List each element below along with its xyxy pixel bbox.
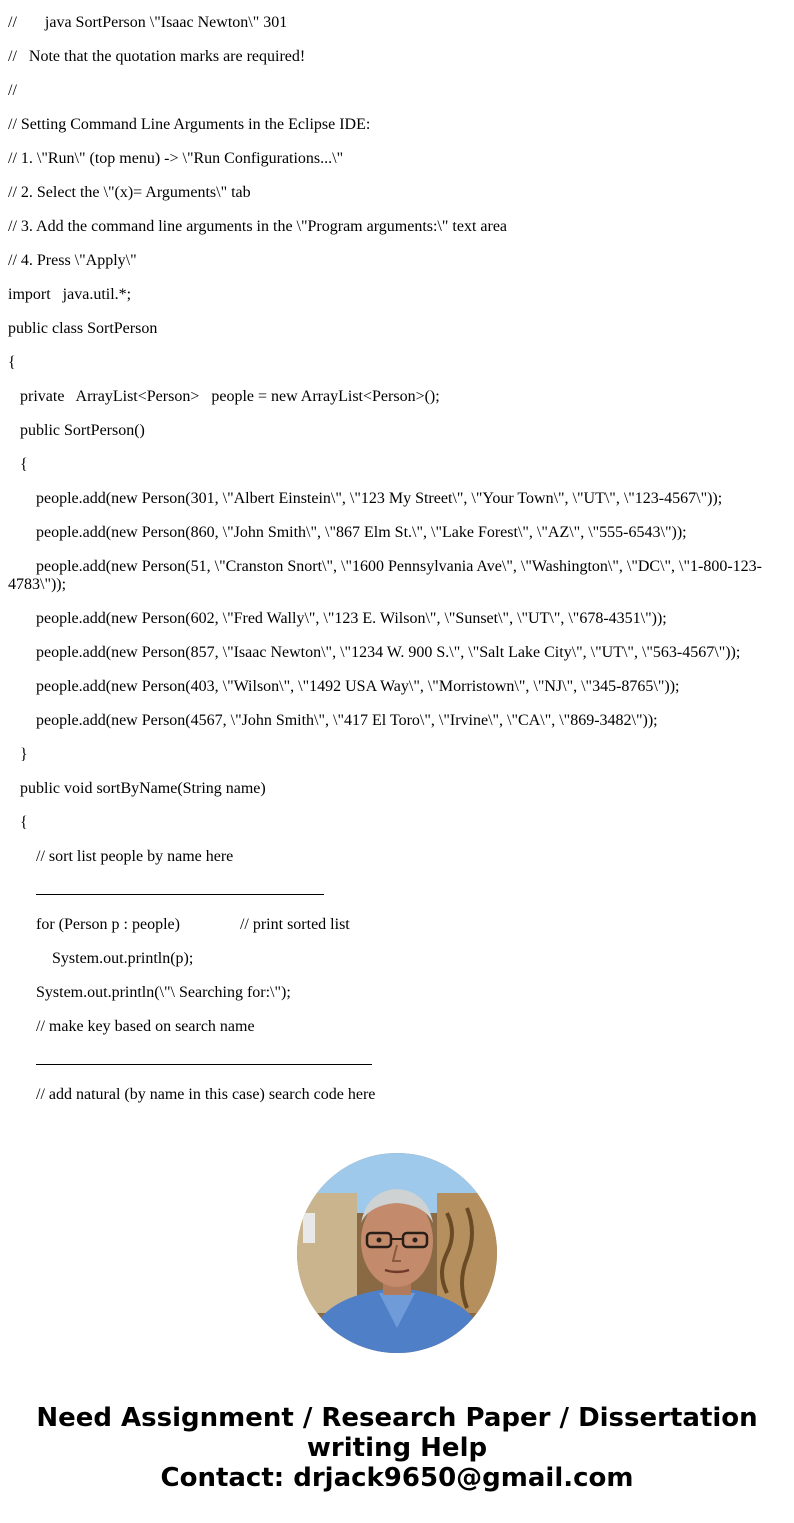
- code-line: // 2. Select the \"(x)= Arguments\" tab: [8, 184, 251, 201]
- code-line: {: [8, 354, 16, 371]
- person-portrait-icon: [297, 1153, 497, 1353]
- code-line: {: [8, 456, 28, 473]
- code-line: people.add(new Person(4567, \"John Smith\", \"417 El Toro\", \"Irvine\", \"CA\", \"869-3482\"));: [8, 712, 658, 729]
- tutor-avatar: [297, 1153, 497, 1353]
- code-block-search: [8, 1086, 786, 1104]
- code-line: people.add(new Person(857, \"Isaac Newton\", \"1234 W. 900 S.\", \"Salt Lake City\", \"UT\", \"563-4567\"));: [8, 644, 741, 661]
- banner-contact-email[interactable]: Contact: drjack9650@gmail.com: [160, 1463, 634, 1493]
- code-line: }: [8, 746, 28, 763]
- code-line: people.add(new Person(403, \"Wilson\", \"1492 USA Way\", \"Morristown\", \"NJ\", \"345-8765\"));: [8, 678, 680, 695]
- code-line: people.add(new Person(301, \"Albert Einstein\", \"123 My Street\", \"Your Town\", \"UT\", \"123-4567\"));: [8, 490, 723, 507]
- code-line: // java SortPerson \"Isaac Newton\" 301: [8, 14, 288, 31]
- code-line: System.out.println(\"\ Searching for:\");: [8, 984, 291, 1001]
- code-line: import java.util.*;: [8, 286, 132, 303]
- code-line: // 4. Press \"Apply\": [8, 252, 137, 269]
- code-line: public SortPerson(): [8, 422, 145, 439]
- banner-line-1: Need Assignment / Research Paper / Dissertation: [36, 1403, 758, 1433]
- contact-banner: [0, 1403, 794, 1493]
- code-line: // sort list people by name here: [8, 848, 234, 865]
- code-line: // 1. \"Run\" (top menu) -> \"Run Configurations...\": [8, 150, 344, 167]
- code-line: //: [8, 82, 17, 99]
- banner-line-2: writing Help: [306, 1433, 488, 1463]
- code-line: public void sortByName(String name): [8, 780, 266, 797]
- code-line: // Setting Command Line Arguments in the Eclipse IDE:: [8, 116, 371, 133]
- code-line: people.add(new Person(602, \"Fred Wally\", \"123 E. Wilson\", \"Sunset\", \"UT\", \"678-4351\"));: [8, 610, 667, 627]
- code-line: people.add(new Person(51, \"Cranston Snort\", \"1600 Pennsylvania Ave\", \"Washington\", \"DC\", \"1-800-123-4783\"));: [8, 558, 763, 593]
- code-document: [8, 14, 786, 1120]
- code-line: {: [8, 814, 28, 831]
- code-line: private ArrayList<Person> people = new ArrayList<Person>();: [8, 388, 440, 405]
- code-line: // 3. Add the command line arguments in the \"Program arguments:\" text area: [8, 218, 508, 235]
- answer-blank-1[interactable]: [36, 883, 324, 895]
- answer-blank-row-2: [8, 1052, 786, 1070]
- code-line: System.out.println(p);: [8, 950, 194, 967]
- code-line: // Note that the quotation marks are required!: [8, 48, 306, 65]
- code-line: // add natural (by name in this case) search code here: [8, 1086, 376, 1103]
- code-line: people.add(new Person(860, \"John Smith\", \"867 Elm St.\", \"Lake Forest\", \"AZ\", \"555-6543\"));: [8, 524, 687, 541]
- code-block-loop: [8, 916, 786, 1036]
- answer-blank-row-1: [8, 882, 786, 900]
- code-line: for (Person p : people) // print sorted list: [8, 916, 350, 933]
- code-line: // make key based on search name: [8, 1018, 255, 1035]
- code-line: public class SortPerson: [8, 320, 158, 337]
- answer-blank-2[interactable]: [36, 1053, 372, 1065]
- code-block-header: [8, 14, 786, 866]
